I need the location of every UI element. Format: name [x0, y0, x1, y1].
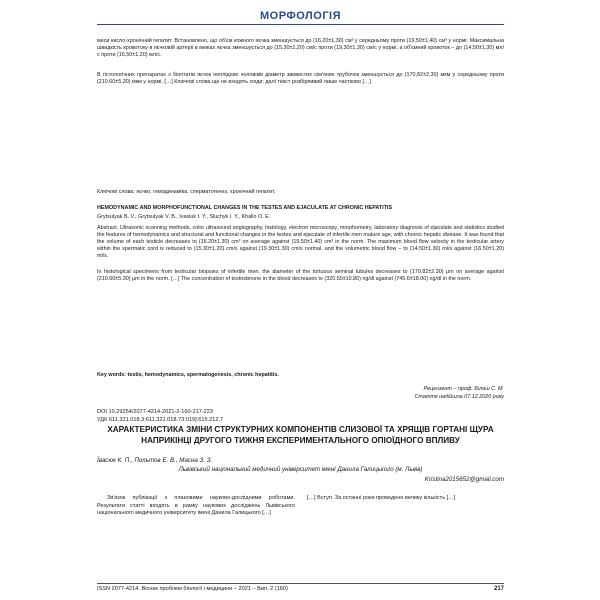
contact-email-link[interactable]: Kristina2015652@gmail.com	[424, 476, 504, 483]
reviewer-note: Рецензент – проф. Білаш С. М.	[423, 386, 504, 392]
article-title: ХАРАКТЕРИСТИКА ЗМІНИ СТРУКТУРНИХ КОМПОНЕНТІВ СЛИЗОВОЇ ТА ХРЯЩІВ ГОРТАНІ ЩУРА НАПРИКІНЦІ ДРУГОГО ТИЖНЯ ЕКСПЕРИМЕНТАЛЬНОГО ОПІОЇДНОГО ВПЛИВУ	[107, 425, 494, 445]
section-header	[97, 11, 504, 25]
page-number: 217	[493, 586, 504, 592]
doi-link[interactable]: DOI 10.29254/2077-4214-2021-2-160-217-223	[97, 409, 214, 415]
en-abstract: Abstract. Ultrasonic scanning methods, color ultrasound angiography, histology, electron microscopy, morphometry, laboratory diagnosis of ejaculate and statistics studied the features of hemodynamics and structural and functional changes in the testes and ejaculate of infertile men mature age, with chronic hepatic disease. It was found that the volume of each testicle decreases to (16.20±1.30) cm³ on average against (19.50±1.40) cm³ in the norm. The maximum blood flow velocity in the testicular artery within the spermatic cord is reduced to (15.30±1.20) cm/s against (19.30±1.30) cm/s normal, and the volumetric blood flow – to (14.50±1.30) ml/s against (16.50±1.20) ml/s.	[97, 225, 504, 260]
udc-code: УДК 611.321.018.3:611.321.018.73:019]:615.212.7	[97, 417, 224, 423]
body-left-text: Зв'язок публікації з плановими науково-дослідними роботами. Результати статті входять в рамку наукових досліджень Львівського національного медичного університету імені Данила Галицького […]	[97, 495, 295, 517]
ua-keywords: Ключові слова: яєчко, гемодинаміка, сперматогенез, хронічний гепатит.	[97, 189, 276, 195]
body-right-text: […] Вступ. За останні роки проведено велику кількість […]	[307, 495, 456, 501]
ua-histology-paragraph: В гістологічних препаратах з біоптатів яєчок неплідних чоловіків діаметр звивистих сім'яних трубочок зменшується до (170,82±2,30) мкм у середньому проти (210,60±5,30) мкм у нормі. […] Ключові слова ще не входять сюди; далі текст розбірливий лише частково […]	[97, 72, 504, 86]
footer-divider	[97, 583, 504, 584]
article-affiliation: Львівський національний медичний університет імені Данила Галицького (м. Львів)	[178, 466, 423, 473]
ua-results-paragraph: меси кисло-хронічний гепатит. Встановлено, що об'єм кожного яєчка зменшується до (16,20±1,30) см³ у середньому проти (19,50±1,40) см³ у нормі. Максимальна швидкість кровотоку в яєчковій артерії в межах яєчка зменшується до (15,30±1,20) см/с проти (19,30±1,30) см/с у нормі, а об'ємний кровоток – до (14,50±1,30) мл/с проти (16,50±1,20) мл/с.	[97, 38, 504, 59]
en-title: HEMODYNAMIC AND MORPHOFUNCTIONAL CHANGES IN THE TESTES AND EJACULATE AT CHRONIC HEPATITIS	[97, 205, 393, 211]
body-column-right	[307, 495, 505, 503]
body-column-left	[97, 495, 295, 518]
en-authors: Grytsulyak B. V., Grytsulyak V. B., Ivasiuk I. Y., Sluchyk I. Y., Khallo O. E.	[97, 214, 271, 220]
en-keywords: Key words: testis, hemodynamics, spermatogenesis, chronic hepatitis.	[97, 372, 279, 378]
en-histology-paragraph: In histological specimens from testicular biopsies of infertile men, the diameter of the tortuous seminal tubules decreases to (170.82±2.30) μm on average against (210.60±5.30) μm in the norm. […] The concentration of testosterone in the blood decreases to (320.50±10.80) ng/dl against (745.6±18.00) ng/dl in the norm.	[97, 269, 504, 283]
received-date: Стаття надійшла 07.12.2020 року	[414, 394, 504, 400]
article-authors: Ївасюк К. П., Польтов Е. В., Масна З. З.	[97, 457, 213, 464]
section-title: МОРФОЛОГІЯ	[259, 10, 342, 22]
journal-footer: ISSN 2077-4214. Вісник проблем біології і медицини – 2021 – Вип. 2 (160)	[97, 586, 288, 592]
